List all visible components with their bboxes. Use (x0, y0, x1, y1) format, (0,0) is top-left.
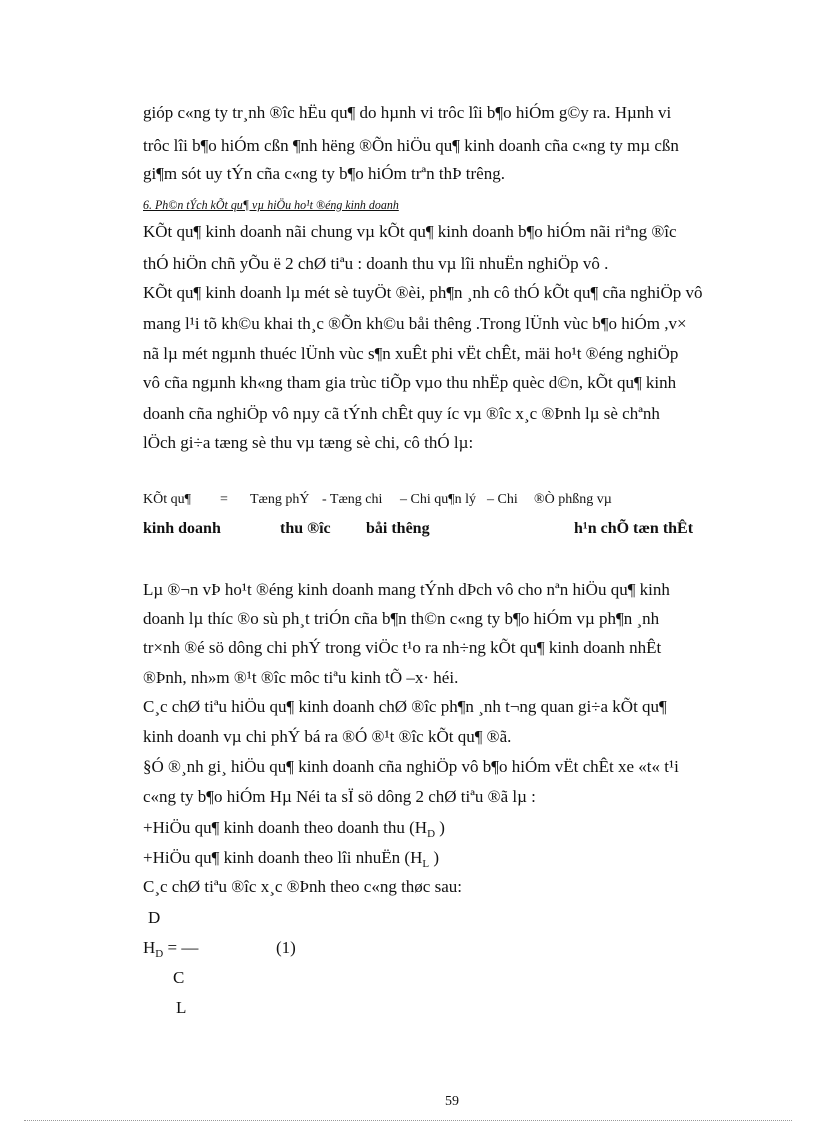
paragraph-line: doanh cña nghiÖp vô nµy cã tÝnh chÊt quy íc vµ ®îc x¸c ®Þnh lµ sè chªnh (143, 404, 660, 423)
paragraph-line: lÖch gi÷a tæng sè thu vµ tæng sè chi, cô thÓ lµ: (143, 433, 474, 452)
formula-term-boithuong: båi thêng (366, 520, 430, 537)
indicator-hl-text: +HiÖu qu¶ kinh doanh theo lîi nhuËn (H (143, 848, 423, 867)
indicator-hl (143, 848, 439, 874)
formula-term-chi: – Chi (487, 492, 518, 507)
formula-term-dephong: ®Ò phßng vµ (534, 492, 612, 507)
indicator-hd-close: ) (435, 818, 445, 837)
paragraph-line: doanh lµ thíc ®o sù ph¸t triÓn cña b¶n th©n c«ng ty b¶o hiÓm vµ ph¶n ¸nh (143, 609, 660, 628)
indicator-hd (143, 818, 445, 844)
equation-denominator: C (173, 968, 185, 987)
footer-divider (24, 1120, 792, 1121)
formula-term-thuduoc: thu ®îc (280, 520, 331, 537)
indicator-hd-sub: D (427, 828, 436, 840)
formula-term-tongphi: Tæng phÝ (250, 492, 310, 507)
paragraph-line: vô cña ngµnh kh«ng tham gia trùc tiÕp vµo thu nhËp quèc d©n, kÕt qu¶ kinh (143, 373, 677, 392)
paragraph-line: KÕt qu¶ kinh doanh nãi chung vµ kÕt qu¶ kinh doanh b¶o hiÓm nãi riªng ®îc (143, 222, 677, 241)
section-heading: 6. Ph©n tÝch kÕt qu¶ vµ hiÖu ho¹t ®éng kinh doanh (143, 197, 399, 212)
indicator-hd-text: +HiÖu qu¶ kinh doanh theo doanh thu (H (143, 818, 428, 837)
equation-equals: = — (163, 938, 199, 957)
formula-term-ketqua: KÕt qu¶ (143, 492, 191, 507)
paragraph-line: trôc lîi b¶o hiÓm cßn ¶nh hëng ®Õn hiÖu qu¶ kinh doanh cña c«ng ty mµ cßn (143, 136, 679, 155)
formula-term-tongchi: - Tæng chi (322, 492, 383, 507)
formula-equals: = (220, 492, 228, 507)
indicator-hl-sub: L (422, 858, 430, 870)
formula-intro: C¸c chØ tiªu ®îc x¸c ®Þnh theo c«ng thøc sau: (143, 877, 462, 896)
paragraph-line: ®Þnh, nh»m ®¹t ®îc môc tiªu kinh tÕ –x· héi. (143, 668, 459, 687)
formula-term-hanche: h¹n chÕ tæn thÊt (574, 520, 694, 537)
paragraph-line: §Ó ®¸nh gi¸ hiÖu qu¶ kinh doanh cña nghiÖp vô b¶o hiÓm vËt chÊt xe «t« t¹i (143, 757, 679, 776)
equation-number: (1) (276, 938, 296, 957)
paragraph-line: gióp c«ng ty tr¸nh ®îc hËu qu¶ do hµnh vi trôc lîi b¶o hiÓm g©y ra. Hµnh vi (143, 103, 672, 122)
paragraph-line: thÓ hiÖn chñ yÕu ë 2 chØ tiªu : doanh thu vµ lîi nhuËn nghiÖp vô . (143, 254, 609, 273)
paragraph-line: kinh doanh vµ chi phÝ bá ra ®Ó ®¹t ®îc kÕt qu¶ ®ã. (143, 727, 512, 746)
paragraph-line: tr×nh ®é sö dông chi phÝ trong viÖc t¹o ra nh÷ng kÕt qu¶ kinh doanh nhÊt (143, 638, 662, 657)
indicator-hl-close: ) (429, 848, 440, 867)
equation-numerator: D (148, 908, 161, 927)
paragraph-line: C¸c chØ tiªu hiÖu qu¶ kinh doanh chØ ®îc ph¶n ¸nh t¬ng quan gi÷a kÕt qu¶ (143, 697, 667, 716)
paragraph-line: nã lµ mét ngµnh thuéc lÜnh vùc s¶n xuÊt phi vËt chÊt, mäi ho¹t ®éng nghiÖp (143, 344, 679, 363)
paragraph-line: mang l¹i tõ kh©u khai th¸c ®Õn kh©u båi thêng .Trong lÜnh vùc b¶o hiÓm ,v× (143, 314, 687, 333)
equation-lhs (143, 938, 198, 964)
paragraph-line: gi¶m sót uy tÝn cña c«ng ty b¶o hiÓm trªn thÞ trêng. (143, 164, 505, 183)
equation-lhs-symbol: H (143, 938, 156, 957)
equation-next-line: L (176, 998, 187, 1017)
page-number: 59 (445, 1094, 459, 1109)
paragraph-line: KÕt qu¶ kinh doanh lµ mét sè tuyÖt ®èi, ph¶n ¸nh cô thÓ kÕt qu¶ cña nghiÖp vô (143, 283, 703, 302)
paragraph-line: c«ng ty b¶o hiÓm Hµ Néi ta sÏ sö dông 2 chØ tiªu ®ã lµ : (143, 787, 536, 806)
paragraph-line: Lµ ®¬n vÞ ho¹t ®éng kinh doanh mang tÝnh dÞch vô cho nªn hiÖu qu¶ kinh (143, 580, 670, 599)
formula-term-kinhdoanh: kinh doanh (143, 520, 221, 537)
formula-term-chiquanly: – Chi qu¶n lý (400, 492, 476, 507)
equation-lhs-sub: D (155, 948, 164, 960)
